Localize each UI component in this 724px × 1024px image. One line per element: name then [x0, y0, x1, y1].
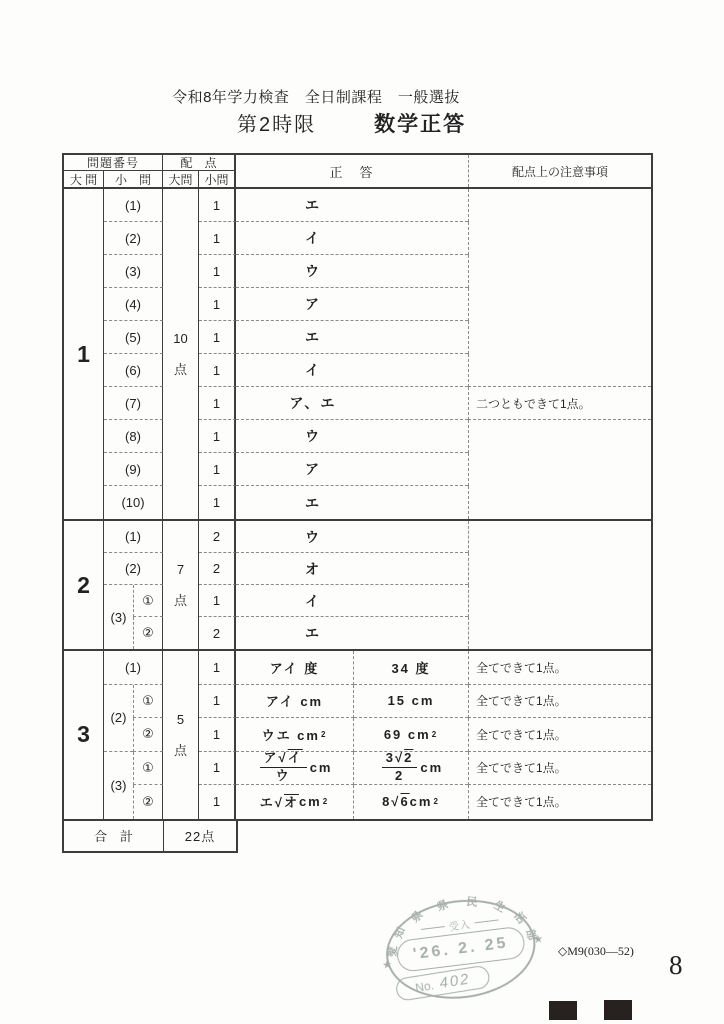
points-value: 1	[199, 651, 236, 685]
sub-question-group-label: (3)	[110, 609, 127, 625]
answer-value: 34 度	[354, 651, 468, 685]
total-row	[62, 821, 238, 853]
stamp-received-label: 受入	[448, 919, 472, 934]
stamp-date: '26. 2. 25	[411, 934, 510, 964]
header-points-big: 大問	[163, 171, 199, 187]
sub-question-label: (2)	[104, 553, 163, 585]
sub-question-label: (8)	[104, 420, 163, 453]
section-points-line: 5	[176, 711, 185, 727]
points-value: 1	[199, 420, 236, 453]
answer-label: $\frac{\text{ア√イ}}{\text{ウ}}$ cm	[236, 752, 354, 786]
exam-title-line: 令和8年学力検査 全日制課程 一般選抜	[172, 89, 460, 106]
answer-value: $\frac{3√2}{2}$ cm	[354, 752, 468, 786]
header-correct-answer: 正 答	[329, 164, 375, 180]
section-points	[163, 651, 199, 819]
section-points-line: 点	[173, 593, 187, 608]
answer-text: ア、エ	[236, 387, 468, 420]
answer-text: ウ	[236, 255, 468, 288]
answer-key-table	[62, 153, 653, 853]
stamp-arc-char: 県	[409, 908, 426, 926]
stamp-arc-char: 生	[491, 898, 507, 915]
points-value: 1	[199, 585, 236, 617]
answer-text: ア	[236, 288, 468, 321]
points-value: 1	[199, 486, 236, 519]
points-value: 1	[199, 288, 236, 321]
points-value: 1	[199, 222, 236, 255]
section-number: 3	[64, 651, 104, 819]
points-value: 1	[199, 785, 236, 819]
sub-question-circle-label: ②	[133, 617, 163, 649]
section-points	[163, 189, 199, 519]
note-text	[468, 486, 651, 519]
answer-label: アイ 度	[236, 651, 354, 685]
section-number: 1	[64, 189, 104, 519]
answer-text: エ	[236, 189, 468, 222]
points-value: 1	[199, 685, 236, 719]
note-text	[468, 521, 651, 553]
total-points: 22点	[184, 829, 216, 844]
answer-text: エ	[236, 321, 468, 354]
stamp-arc-char: 知	[392, 925, 408, 941]
sub-question-circle-label: ①	[133, 685, 163, 719]
points-value: 1	[199, 453, 236, 486]
answer-text: エ	[305, 625, 321, 641]
stamp-right-rule	[475, 919, 499, 923]
sub-question-circle-label: ②	[133, 718, 163, 752]
answer-text: イ	[236, 354, 468, 387]
sub-question-label: (1)	[104, 521, 163, 553]
total-label: 合 計	[64, 821, 164, 851]
points-value: 1	[199, 718, 236, 752]
points-value: 1	[199, 321, 236, 354]
note-text	[468, 553, 651, 585]
document-title-row	[237, 108, 466, 138]
section-points-line: 7	[176, 562, 185, 577]
stamp-star-right-icon: ★	[532, 933, 544, 947]
section-points-line: 点	[173, 362, 187, 377]
header-big-question: 大 問	[64, 171, 104, 187]
note-text	[468, 255, 651, 288]
answer-text: ウ	[236, 420, 468, 453]
table-section	[64, 649, 651, 819]
note-text: 二つともできて1点。	[468, 387, 651, 420]
sub-question-label: (5)	[104, 321, 163, 354]
header-question-number: 問題番号	[64, 155, 163, 171]
points-value: 1	[199, 255, 236, 288]
sub-question-group-label: (2)	[104, 685, 133, 752]
answer-label: アイ cm	[236, 685, 354, 719]
points-value: 2	[199, 521, 236, 553]
sub-question-label: (1)	[104, 189, 163, 222]
note-text: 全てできて1点。	[468, 685, 651, 719]
note-text	[468, 321, 651, 354]
note-text	[468, 617, 651, 649]
stamp-star-left-icon: ★	[381, 958, 393, 972]
stamp-arc-char: 県	[435, 898, 451, 914]
note-text	[468, 189, 651, 222]
answer-text: ウ	[236, 521, 468, 553]
answer-label: エ √オ cm 2	[236, 785, 354, 819]
note-text	[468, 420, 651, 453]
header-scoring-notes: 配点上の注意事項	[468, 155, 651, 187]
stamp-arc-char: 部	[523, 928, 538, 942]
registration-mark	[549, 1001, 577, 1020]
stamp-number-label: No.	[414, 977, 435, 995]
table-section	[64, 519, 651, 649]
section-points-line: 点	[173, 742, 187, 758]
section-points-line: 10	[173, 331, 188, 346]
header-points: 配 点	[163, 155, 236, 171]
note-text	[468, 585, 651, 617]
note-text: 全てできて1点。	[468, 785, 651, 819]
table-section	[64, 189, 651, 519]
sub-question-label: (6)	[104, 354, 163, 387]
answer-value: 69 cm 2	[354, 718, 468, 752]
receipt-stamp	[378, 887, 548, 1015]
answer-text: エ	[305, 494, 321, 511]
points-value: 1	[199, 752, 236, 786]
points-value: 2	[199, 553, 236, 585]
sub-question-circle-label: ①	[133, 585, 163, 617]
stamp-number-value: 402	[438, 970, 472, 993]
sub-question-label: (3)	[104, 255, 163, 288]
sub-question-group-label: (3)	[110, 777, 127, 793]
answer-text: オ	[236, 553, 468, 585]
stamp-arc-char: 民	[465, 896, 478, 910]
stamp-arc-char: 活	[511, 910, 528, 927]
note-text: 全てできて1点。	[468, 752, 651, 786]
table-header	[64, 155, 651, 189]
points-value: 1	[199, 354, 236, 387]
sub-question-label: (4)	[104, 288, 163, 321]
header-points-small: 小問	[199, 171, 236, 187]
answer-label: ウエ cm 2	[236, 718, 354, 752]
table-sections	[64, 189, 651, 819]
sub-question-label: (7)	[104, 387, 163, 420]
points-value: 1	[199, 387, 236, 420]
sub-question-label: (2)	[104, 222, 163, 255]
section-points	[163, 521, 199, 649]
answer-text: ア	[236, 453, 468, 486]
page-number: 8	[669, 950, 683, 980]
table-body	[62, 153, 653, 821]
print-code: ◇M9(030―52)	[558, 944, 634, 958]
section-number: 2	[64, 521, 104, 649]
stamp-left-rule	[421, 926, 445, 930]
note-text: 全てできて1点。	[468, 651, 651, 685]
answer-text: イ	[236, 585, 468, 617]
answer-text: イ	[236, 222, 468, 255]
header-small-question: 小 問	[104, 171, 163, 187]
sub-question-label: (9)	[104, 453, 163, 486]
registration-mark	[604, 1000, 632, 1020]
note-text	[468, 453, 651, 486]
points-value: 2	[199, 617, 236, 649]
subject-title: 数学正答	[374, 113, 467, 136]
note-text: 全てできて1点。	[468, 718, 651, 752]
note-text	[468, 288, 651, 321]
sub-question-circle-label: ②	[133, 785, 163, 819]
note-text	[468, 222, 651, 255]
note-text	[468, 354, 651, 387]
sub-question-label: (1)	[104, 651, 163, 685]
sub-question-circle-label: ①	[133, 752, 163, 786]
sub-question-label: (10)	[104, 486, 163, 519]
points-value: 1	[199, 189, 236, 222]
period-label: 第2時限	[237, 114, 317, 136]
answer-value: 15 cm	[354, 685, 468, 719]
answer-value: 8 √6 cm 2	[382, 794, 440, 810]
stamp-arc-char: 愛	[387, 945, 401, 958]
